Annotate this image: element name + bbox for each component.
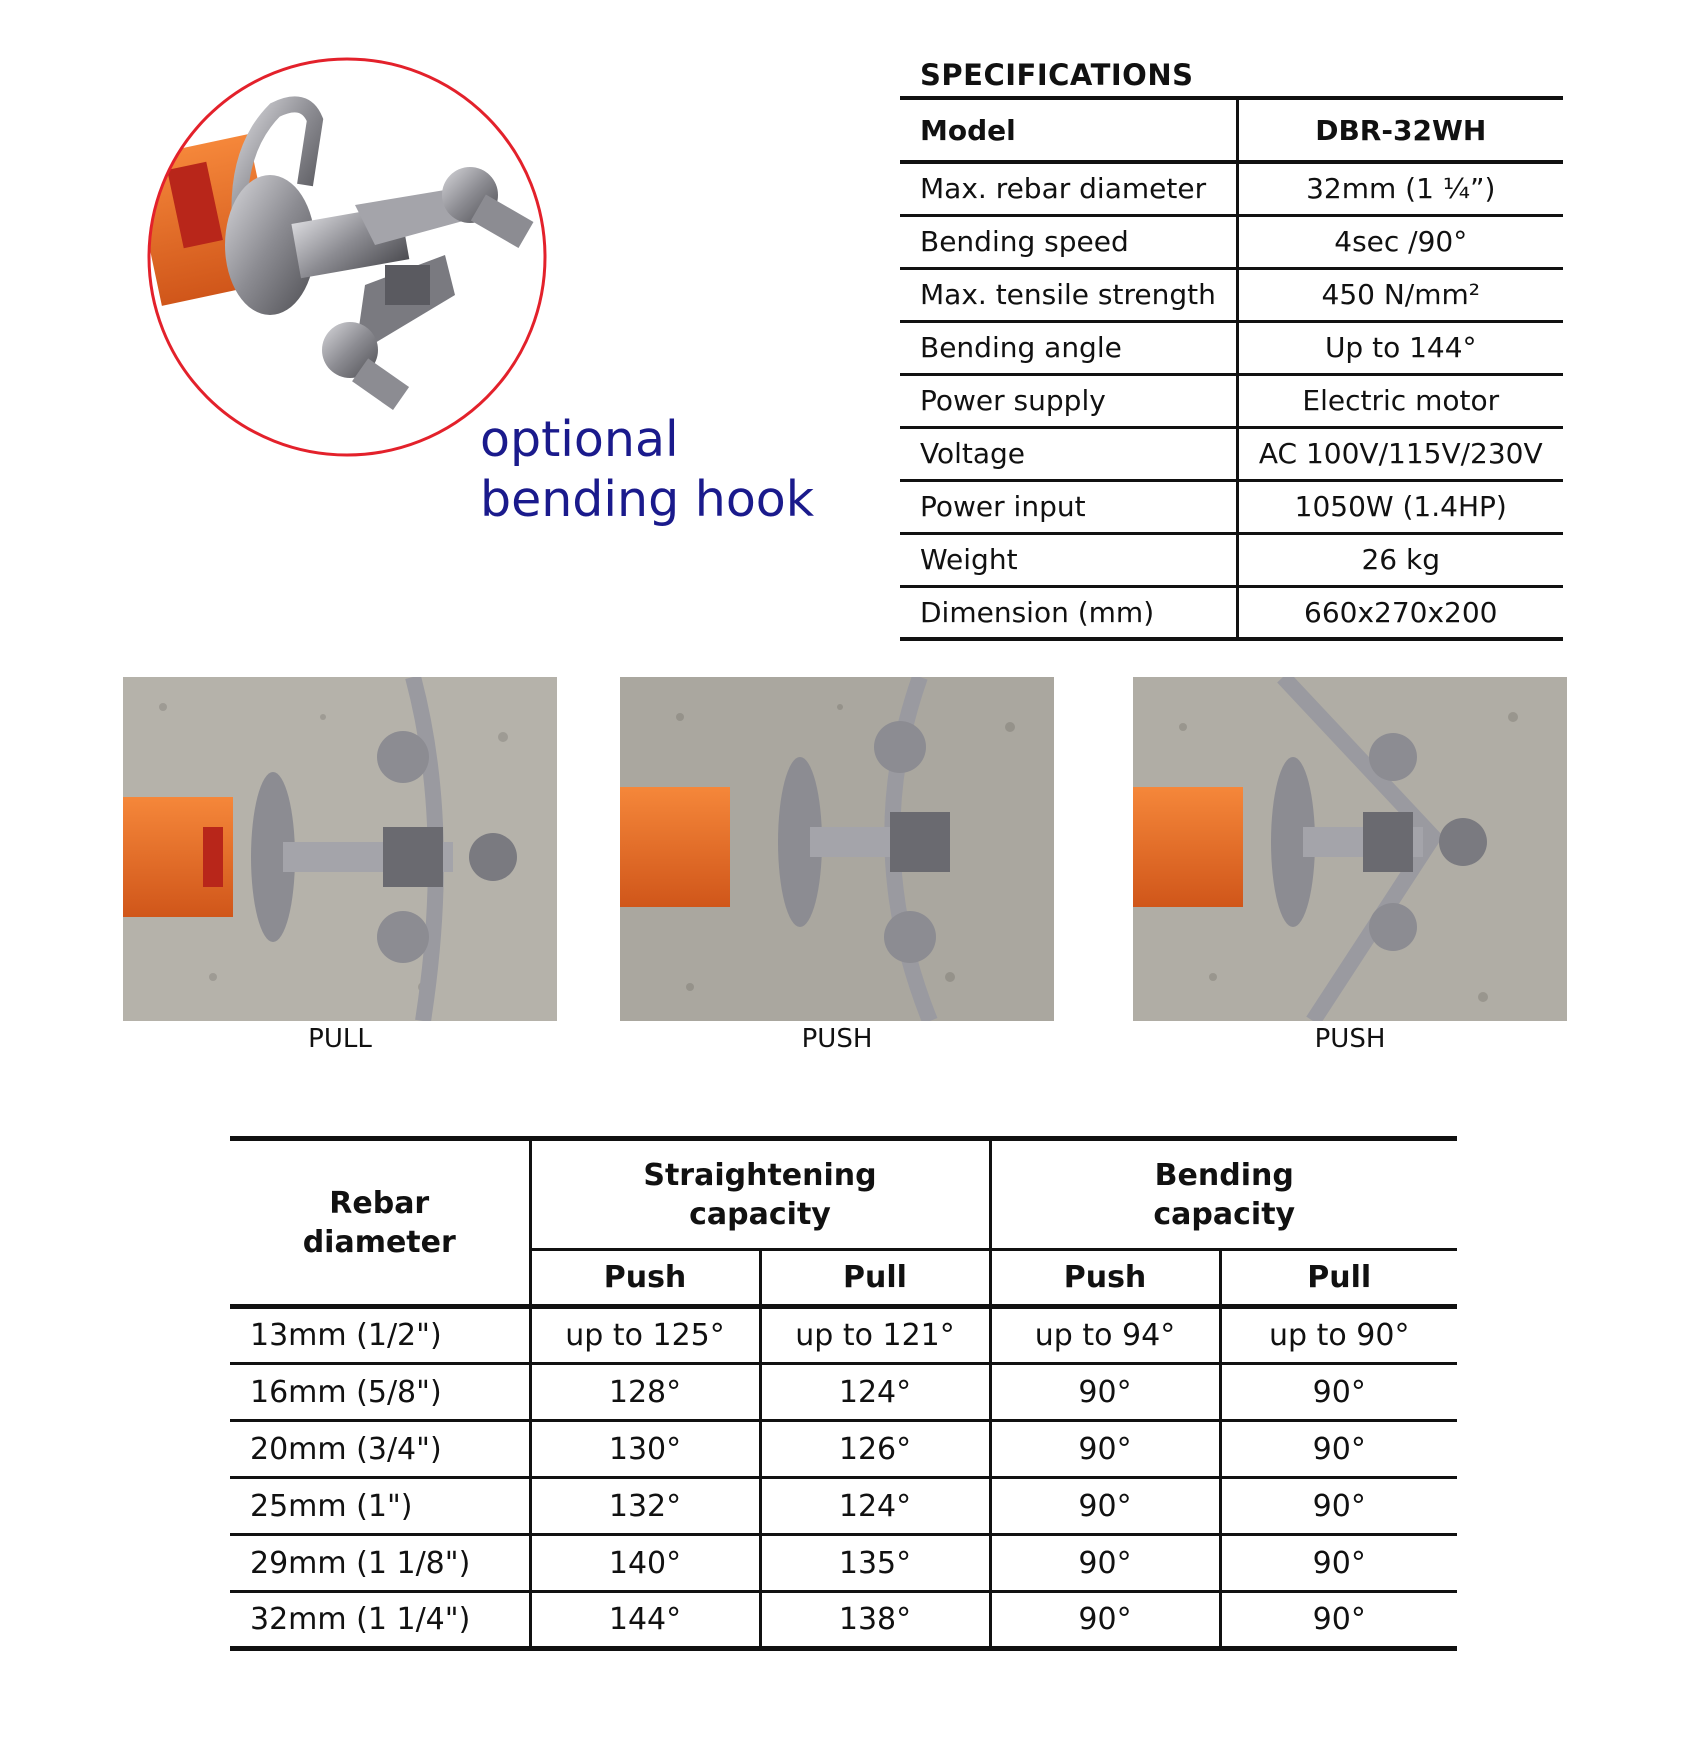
straightening-push-cell: 140°: [530, 1535, 760, 1592]
spec-label: Dimension (mm): [900, 586, 1237, 639]
spec-row: [900, 374, 1563, 427]
rebar-diameter-cell: 25mm (1"): [230, 1478, 530, 1535]
bending-pull-cell: 90°: [1220, 1364, 1457, 1421]
spec-row: [900, 427, 1563, 480]
push-usage-photo-1: [620, 677, 1054, 1021]
spec-value: AC 100V/115V/230V: [1237, 427, 1562, 480]
rebar-diameter-cell: 32mm (1 1/4"): [230, 1592, 530, 1649]
hook-caption-line1: optional: [480, 411, 679, 468]
hook-caption: [480, 410, 814, 530]
spec-label: Bending speed: [900, 215, 1237, 268]
spec-label: Max. rebar diameter: [900, 162, 1237, 215]
straightening-pull-cell: 138°: [760, 1592, 990, 1649]
straightening-push-cell: 144°: [530, 1592, 760, 1649]
header-bending-push: Push: [990, 1250, 1220, 1307]
rebar-diameter-cell: 20mm (3/4"): [230, 1421, 530, 1478]
bending-hook-photo: [145, 55, 550, 460]
rebar-diameter-cell: 29mm (1 1/8"): [230, 1535, 530, 1592]
straightening-pull-cell: 124°: [760, 1364, 990, 1421]
spec-label: Power supply: [900, 374, 1237, 427]
spec-row: [900, 321, 1563, 374]
straightening-pull-cell: 135°: [760, 1535, 990, 1592]
bending-pull-cell: 90°: [1220, 1421, 1457, 1478]
specifications-title: SPECIFICATIONS: [920, 58, 1194, 92]
spec-row: [900, 215, 1563, 268]
spec-value: 1050W (1.4HP): [1237, 480, 1562, 533]
photo-label-pull: PULL: [308, 1024, 372, 1054]
straightening-pull-cell: up to 121°: [760, 1307, 990, 1364]
spec-value: 32mm (1 ¼”): [1237, 162, 1562, 215]
spec-row: [900, 98, 1563, 162]
spec-value: 660x270x200: [1237, 586, 1562, 639]
spec-row: [900, 533, 1563, 586]
capacity-row: [230, 1592, 1457, 1649]
hook-caption-line2: bending hook: [480, 471, 815, 528]
bending-push-cell: 90°: [990, 1592, 1220, 1649]
spec-value: 4sec /90°: [1237, 215, 1562, 268]
spec-label: Voltage: [900, 427, 1237, 480]
photo-label-push-1: PUSH: [801, 1024, 873, 1054]
straightening-push-cell: up to 125°: [530, 1307, 760, 1364]
spec-value: Up to 144°: [1237, 321, 1562, 374]
header-straightening-push: Push: [530, 1250, 760, 1307]
capacity-row: [230, 1307, 1457, 1364]
spec-label: Model: [900, 98, 1237, 162]
header-straightening-capacity: Straightening capacity: [530, 1139, 990, 1250]
bending-pull-cell: 90°: [1220, 1478, 1457, 1535]
spec-row: [900, 162, 1563, 215]
bending-push-cell: 90°: [990, 1364, 1220, 1421]
spec-label: Bending angle: [900, 321, 1237, 374]
header-bending-pull: Pull: [1220, 1250, 1457, 1307]
straightening-push-cell: 128°: [530, 1364, 760, 1421]
spec-label: Power input: [900, 480, 1237, 533]
spec-value: Electric motor: [1237, 374, 1562, 427]
capacity-table: [230, 1136, 1457, 1651]
header-straightening-pull: Pull: [760, 1250, 990, 1307]
spec-value: 450 N/mm²: [1237, 268, 1562, 321]
bending-pull-cell: 90°: [1220, 1592, 1457, 1649]
spec-row: [900, 480, 1563, 533]
capacity-row: [230, 1421, 1457, 1478]
rebar-diameter-cell: 13mm (1/2"): [230, 1307, 530, 1364]
straightening-push-cell: 130°: [530, 1421, 760, 1478]
straightening-pull-cell: 126°: [760, 1421, 990, 1478]
photo-label-push-2: PUSH: [1314, 1024, 1386, 1054]
bending-pull-cell: 90°: [1220, 1535, 1457, 1592]
header-rebar-diameter: Rebar diameter: [230, 1139, 530, 1307]
capacity-row: [230, 1364, 1457, 1421]
capacity-row: [230, 1535, 1457, 1592]
specifications-table: [900, 96, 1563, 641]
capacity-row: [230, 1478, 1457, 1535]
bending-push-cell: 90°: [990, 1535, 1220, 1592]
straightening-pull-cell: 124°: [760, 1478, 990, 1535]
spec-label: Max. tensile strength: [900, 268, 1237, 321]
bending-pull-cell: up to 90°: [1220, 1307, 1457, 1364]
spec-value: 26 kg: [1237, 533, 1562, 586]
rebar-diameter-cell: 16mm (5/8"): [230, 1364, 530, 1421]
header-bending-capacity: Bending capacity: [990, 1139, 1457, 1250]
spec-row: [900, 586, 1563, 639]
spec-row: [900, 268, 1563, 321]
spec-label: Weight: [900, 533, 1237, 586]
bending-push-cell: 90°: [990, 1478, 1220, 1535]
spec-value: DBR-32WH: [1237, 98, 1562, 162]
bending-push-cell: 90°: [990, 1421, 1220, 1478]
straightening-push-cell: 132°: [530, 1478, 760, 1535]
pull-usage-photo: [123, 677, 557, 1021]
push-usage-photo-2: [1133, 677, 1567, 1021]
bending-push-cell: up to 94°: [990, 1307, 1220, 1364]
